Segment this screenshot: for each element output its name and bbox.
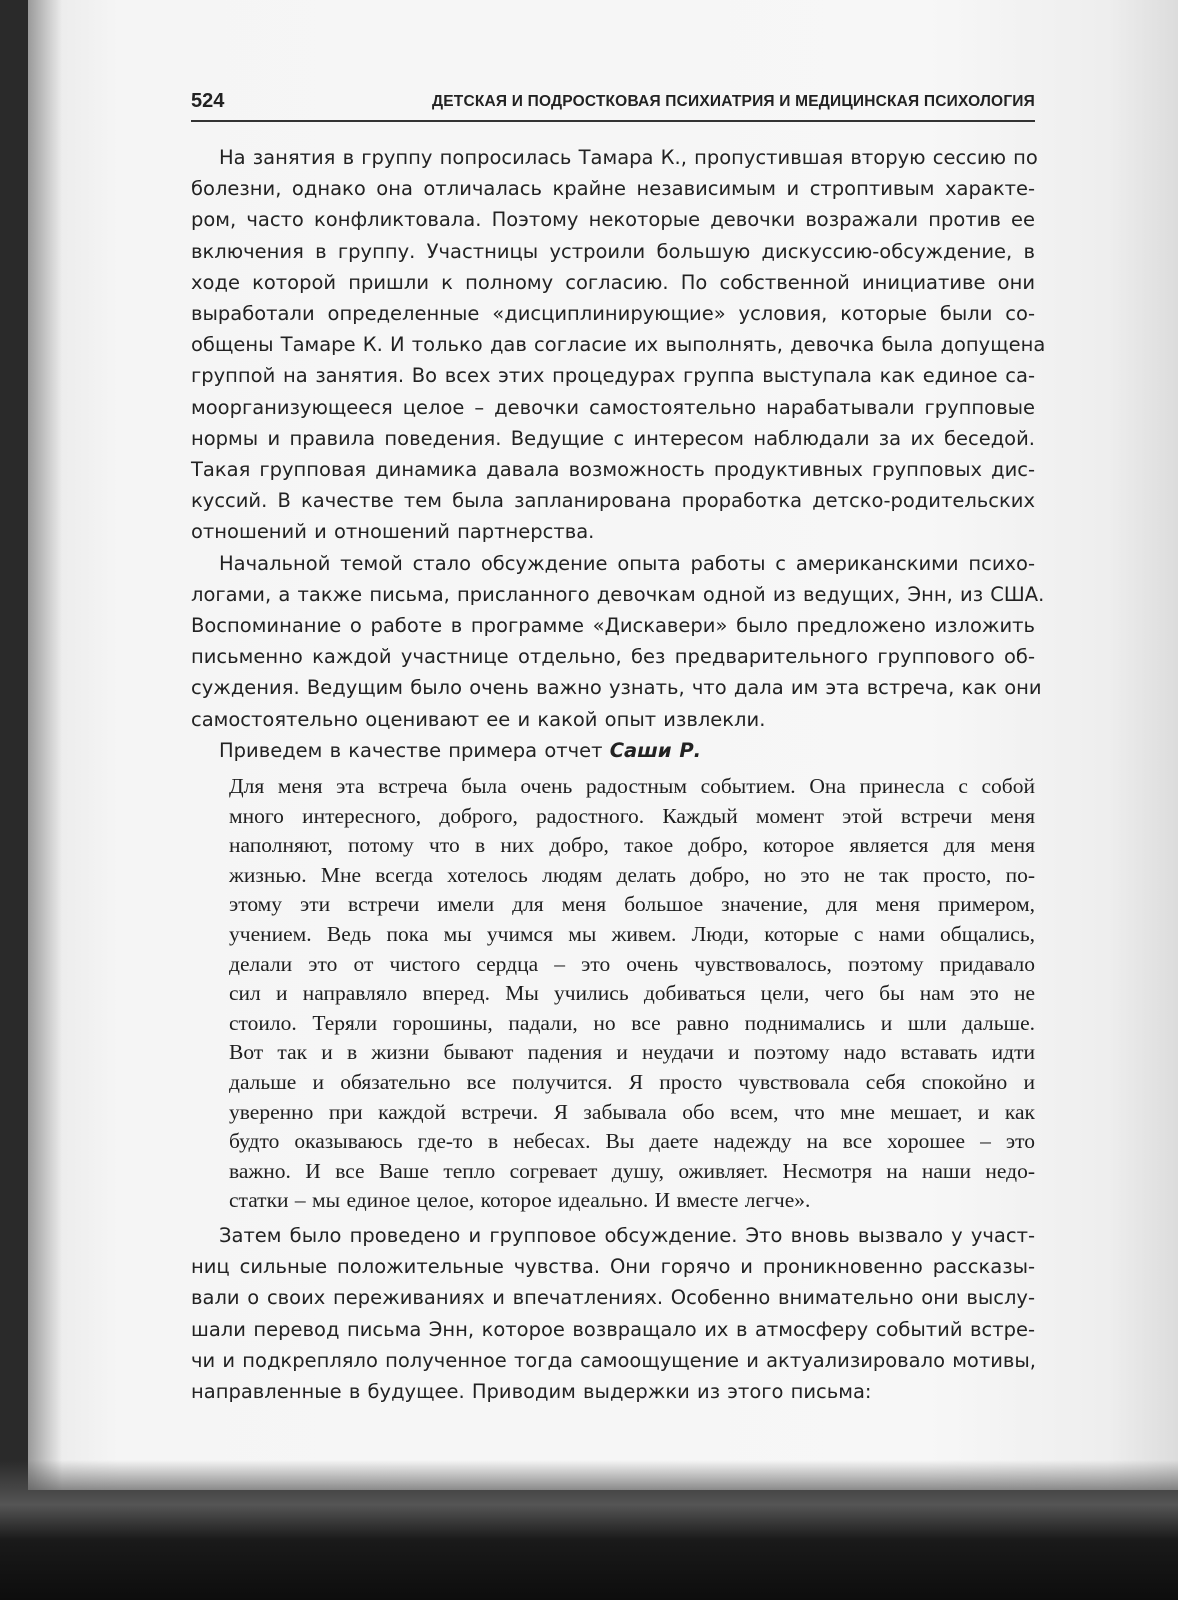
paragraph-4-line: направленные в будущее. Приводим выдержки из этого письма:: [191, 1379, 872, 1403]
binding-shadow: [28, 0, 62, 1490]
quote-line: статки – мы единое целое, которое идеально. И вместе легче».: [229, 1188, 811, 1213]
paragraph-3: [191, 735, 1035, 766]
quote-line: Вот так и в жизни бывают падения и неудачи и поэтому надо вставать идти: [229, 1040, 1035, 1065]
paragraph-2-line: Воспоминание о работе в программе «Дискавери» было предложено изложить: [191, 614, 1035, 638]
paragraph-3-text: Приведем в качестве примера отчет: [219, 738, 610, 762]
paragraph-2: [191, 548, 1045, 735]
body-text: [191, 142, 1046, 1407]
quote-line: много интересного, доброго, радостного. Каждый момент этой встречи меня: [229, 803, 1035, 828]
paragraph-4-line: Затем было проведено и групповое обсуждение. Это вновь вызвало у участ-: [219, 1223, 1035, 1247]
quote-line: Для меня эта встреча была очень радостным событием. Она принесла с собой: [229, 774, 1035, 799]
quote-line: этому эти встречи имели для меня большое значение, для меня примером,: [229, 892, 1035, 917]
page-number: 524: [191, 90, 225, 112]
paragraph-1-line: ходе которой пришли к полному согласию. По собственной инициативе они: [191, 270, 1035, 294]
paragraph-4: [191, 1220, 1035, 1407]
paragraph-1-line: нормы и правила поведения. Ведущие с интересом наблюдали за их беседой.: [191, 426, 1035, 450]
paragraph-2-line: логами, а также письма, присланного девочкам одной из ведущих, Энн, из США.: [191, 582, 1045, 606]
paragraph-4-line: шали перевод письма Энн, которое возвращало их в атмосферу событий встре-: [191, 1317, 1035, 1341]
quote-line: учением. Ведь пока мы учимся мы живем. Люди, которые с нами общались,: [229, 922, 1035, 947]
paragraph-4-line: ниц сильные положительные чувства. Они горячо и проникновенно рассказы-: [191, 1255, 1035, 1279]
author-name: Саши Р.: [609, 738, 702, 762]
quote-line: делали это от чистого сердца – это очень чувствовалось, поэтому придавало: [229, 951, 1035, 976]
paragraph-1-line: выработали определенные «дисциплинирующие» условия, которые были со-: [191, 302, 1035, 326]
quoted-report: [229, 772, 1035, 1216]
running-header: [191, 90, 1035, 122]
paragraph-2-line: самостоятельно оценивают ее и какой опыт извлекли.: [191, 707, 766, 731]
paragraph-1-line: отношений и отношений партнерства.: [191, 520, 595, 544]
quote-line: важно. И все Ваше тепло согревает душу, оживляет. Несмотря на наши недо-: [229, 1158, 1035, 1183]
paragraph-1: [191, 142, 1046, 548]
paragraph-4-line: чи и подкрепляло полученное тогда самоощущение и актуализировало мотивы,: [191, 1348, 1036, 1372]
paragraph-1-line: На занятия в группу попросилась Тамара К., пропустившая вторую сессию по: [219, 146, 1038, 169]
paragraph-1-line: моорганизующееся целое – девочки самостоятельно нарабатывали групповые: [191, 395, 1035, 419]
quote-line: жизнью. Мне всегда хотелось людям делать добро, но это не так просто, по-: [229, 862, 1035, 887]
paragraph-1-line: болезни, однако она отличалась крайне независимым и строптивым характе-: [191, 177, 1035, 201]
paragraph-1-line: ром, часто конфликтовала. Поэтому некоторые девочки возражали против ее: [191, 208, 1035, 232]
running-title: ДЕТСКАЯ И ПОДРОСТКОВАЯ ПСИХИАТРИЯ И МЕДИЦИНСКАЯ ПСИХОЛОГИЯ: [432, 93, 1035, 110]
scan-bottom-shadow: [0, 1460, 1178, 1600]
paragraph-4-line: вали о своих переживаниях и впечатлениях. Особенно внимательно они выслу-: [191, 1286, 1035, 1310]
quote-line: стоило. Теряли горошины, падали, но все равно поднимались и шли дальше.: [229, 1010, 1035, 1035]
paragraph-2-line: суждения. Ведущим было очень важно узнать, что дала им эта встреча, как они: [191, 676, 1042, 700]
paragraph-1-line: Такая групповая динамика давала возможность продуктивных групповых дис-: [191, 458, 1035, 482]
quote-line: наполняют, потому что в них добро, такое добро, которое является для меня: [229, 833, 1035, 858]
paragraph-1-line: группой на занятия. Во всех этих процедурах группа выступала как единое са-: [191, 364, 1035, 388]
quote-line: дальше и обязательно все получится. Я просто чувствовала себя спокойно и: [229, 1070, 1035, 1094]
paragraph-3-line: [191, 735, 1035, 766]
quote-line: уверенно при каждой встречи. Я забывала обо всем, что мне мешает, и как: [229, 1099, 1035, 1124]
paragraph-1-line: куссий. В качестве тем была запланирована проработка детско-родительских: [191, 489, 1035, 513]
paragraph-1-line: включения в группу. Участницы устроили большую дискуссию-обсуждение, в: [191, 239, 1035, 263]
paragraph-2-line: Начальной темой стало обсуждение опыта работы с американскими психо-: [219, 551, 1035, 575]
quote-line: будто оказываюсь где-то в небесах. Вы даете надежду на все хорошее – это: [229, 1129, 1035, 1154]
paragraph-1-line: общены Тамаре К. И только дав согласие их выполнять, девочка была допущена: [191, 333, 1046, 357]
quote-line: сил и направляло вперед. Мы учились добиваться цели, чего бы нам это не: [229, 981, 1035, 1006]
paragraph-2-line: письменно каждой участнице отдельно, без предварительного группового об-: [191, 645, 1035, 669]
